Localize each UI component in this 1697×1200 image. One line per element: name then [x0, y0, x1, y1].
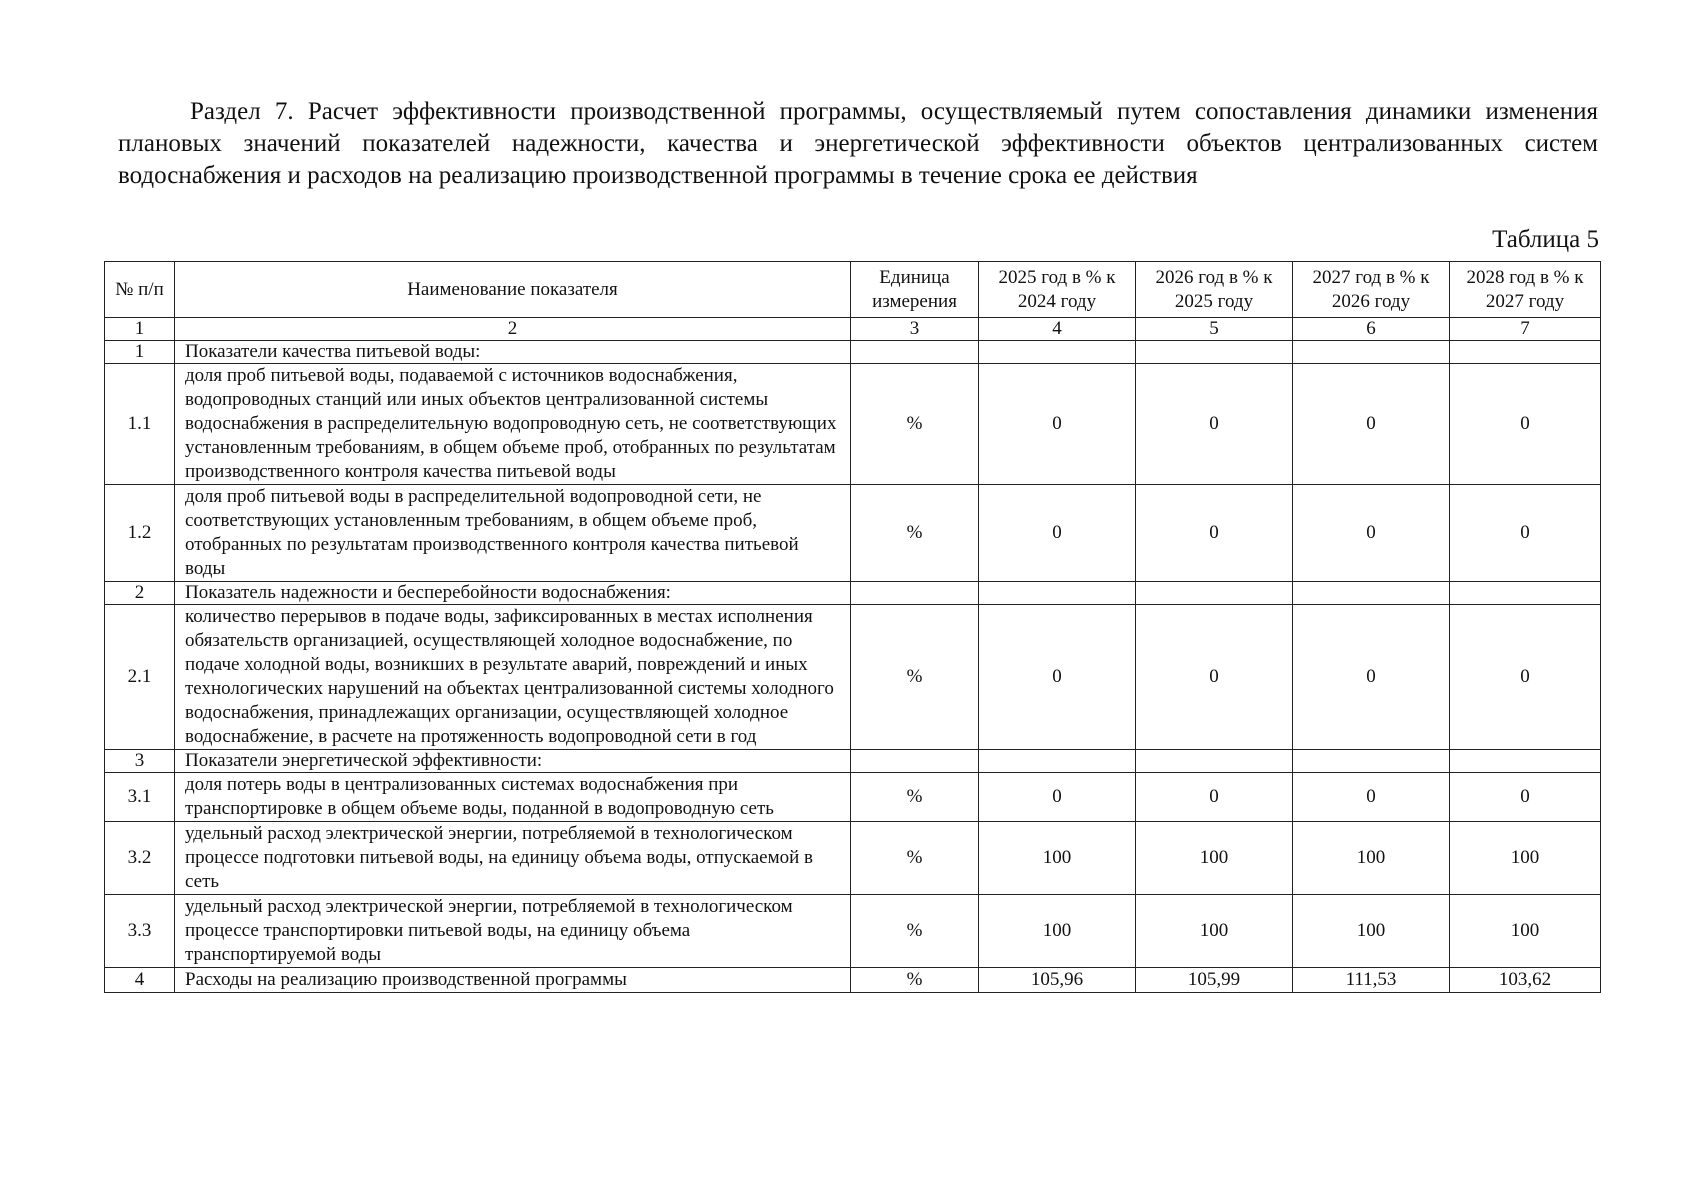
unit-cell: % [851, 822, 979, 895]
value-2025: 100 [979, 895, 1136, 968]
header-name: Наименование показателя [175, 262, 851, 318]
row-number: 1.1 [105, 364, 175, 485]
table-row [105, 822, 1601, 895]
indicator-name: Показатели энергетической эффективности: [175, 750, 851, 773]
table-label: Таблица 5 [1492, 226, 1599, 253]
unit-cell: % [851, 605, 979, 750]
value-2026 [1136, 750, 1293, 773]
value-2026 [1136, 582, 1293, 605]
row-number: 3.2 [105, 822, 175, 895]
value-2027 [1293, 341, 1450, 364]
value-2028 [1450, 750, 1601, 773]
value-2026: 0 [1136, 773, 1293, 822]
value-2025: 0 [979, 773, 1136, 822]
value-2027 [1293, 582, 1450, 605]
value-2025: 0 [979, 485, 1136, 582]
row-number: 2.1 [105, 605, 175, 750]
header-2025: 2025 год в % к 2024 году [979, 262, 1136, 318]
unit-cell: % [851, 895, 979, 968]
unit-cell: % [851, 773, 979, 822]
value-2028: 0 [1450, 364, 1601, 485]
value-2025: 105,96 [979, 968, 1136, 993]
indicator-name: удельный расход электрической энергии, потребляемой в технологическом процессе подготовки питьевой воды, на единицу объема воды, отпускаемой в сеть [175, 822, 851, 895]
row-number: 1.2 [105, 485, 175, 582]
column-number: 2 [175, 318, 851, 341]
value-2028: 103,62 [1450, 968, 1601, 993]
value-2026: 0 [1136, 605, 1293, 750]
value-2026: 100 [1136, 895, 1293, 968]
value-2027: 0 [1293, 773, 1450, 822]
table-row [105, 773, 1601, 822]
header-num: № п/п [105, 262, 175, 318]
value-2028: 0 [1450, 773, 1601, 822]
indicator-name: доля проб питьевой воды, подаваемой с источников водоснабжения, водопроводных станций или иных объектов централизованной системы водоснабжения в распределительную водопроводную сеть, не соответствующих установленным требованиям, в общем объеме проб, отобранных по результатам производственного контроля качества питьевой воды [175, 364, 851, 485]
row-number: 3.1 [105, 773, 175, 822]
efficiency-table [104, 261, 1601, 993]
value-2027: 0 [1293, 485, 1450, 582]
value-2027: 100 [1293, 895, 1450, 968]
column-number: 4 [979, 318, 1136, 341]
row-number: 4 [105, 968, 175, 993]
value-2026: 0 [1136, 364, 1293, 485]
column-number: 3 [851, 318, 979, 341]
value-2025: 0 [979, 605, 1136, 750]
header-row [105, 262, 1601, 318]
unit-cell: % [851, 364, 979, 485]
value-2025: 0 [979, 364, 1136, 485]
value-2028: 0 [1450, 485, 1601, 582]
value-2027: 111,53 [1293, 968, 1450, 993]
table-row [105, 485, 1601, 582]
row-number: 3.3 [105, 895, 175, 968]
header-2026: 2026 год в % к 2025 году [1136, 262, 1293, 318]
table-row [105, 341, 1601, 364]
column-number: 1 [105, 318, 175, 341]
value-2026 [1136, 341, 1293, 364]
table-row [105, 750, 1601, 773]
column-number: 7 [1450, 318, 1601, 341]
indicator-name: Показатель надежности и бесперебойности водоснабжения: [175, 582, 851, 605]
indicator-name: Показатели качества питьевой воды: [175, 341, 851, 364]
unit-cell [851, 750, 979, 773]
table-row [105, 968, 1601, 993]
table-row [105, 895, 1601, 968]
unit-cell [851, 341, 979, 364]
value-2025: 100 [979, 822, 1136, 895]
value-2026: 0 [1136, 485, 1293, 582]
column-number-row [105, 318, 1601, 341]
table-row [105, 582, 1601, 605]
value-2027: 100 [1293, 822, 1450, 895]
indicator-name: доля проб питьевой воды в распределительной водопроводной сети, не соответствующих установленным требованиям, в общем объеме проб, отобранных по результатам производственного контроля качества питьевой воды [175, 485, 851, 582]
indicator-name: Расходы на реализацию производственной программы [175, 968, 851, 993]
header-unit: Единица измерения [851, 262, 979, 318]
section-heading: Раздел 7. Расчет эффективности производственной программы, осуществляемый путем сопоставления динамики изменения плановых значений показателей надежности, качества и энергетической эффективности объектов централизованных систем водоснабжения и расходов на реализацию производственной программы в течение срока ее действия [118, 98, 1598, 189]
unit-cell [851, 582, 979, 605]
value-2028: 0 [1450, 605, 1601, 750]
value-2026: 100 [1136, 822, 1293, 895]
value-2027: 0 [1293, 364, 1450, 485]
value-2028 [1450, 582, 1601, 605]
row-number: 3 [105, 750, 175, 773]
value-2025 [979, 750, 1136, 773]
value-2028: 100 [1450, 895, 1601, 968]
value-2027 [1293, 750, 1450, 773]
row-number: 1 [105, 341, 175, 364]
value-2028: 100 [1450, 822, 1601, 895]
header-2027: 2027 год в % к 2026 году [1293, 262, 1450, 318]
column-number: 6 [1293, 318, 1450, 341]
value-2028 [1450, 341, 1601, 364]
row-number: 2 [105, 582, 175, 605]
table-row [105, 364, 1601, 485]
value-2025 [979, 341, 1136, 364]
value-2025 [979, 582, 1136, 605]
unit-cell: % [851, 485, 979, 582]
value-2026: 105,99 [1136, 968, 1293, 993]
indicator-name: удельный расход электрической энергии, потребляемой в технологическом процессе транспортировки питьевой воды, на единицу объема транспортируемой воды [175, 895, 851, 968]
unit-cell: % [851, 968, 979, 993]
table-row [105, 605, 1601, 750]
column-number: 5 [1136, 318, 1293, 341]
indicator-name: количество перерывов в подаче воды, зафиксированных в местах исполнения обязательств организацией, осуществляющей холодное водоснабжение, по подаче холодной воды, возникших в результате аварий, повреждений и иных технологических нарушений на объектах централизованной системы холодного водоснабжения, принадлежащих организации, осуществляющей холодное водоснабжение, в расчете на протяженность водопроводной сети в год [175, 605, 851, 750]
header-2028: 2028 год в % к 2027 году [1450, 262, 1601, 318]
indicator-name: доля потерь воды в централизованных системах водоснабжения при транспортировке в общем объеме воды, поданной в водопроводную сеть [175, 773, 851, 822]
value-2027: 0 [1293, 605, 1450, 750]
